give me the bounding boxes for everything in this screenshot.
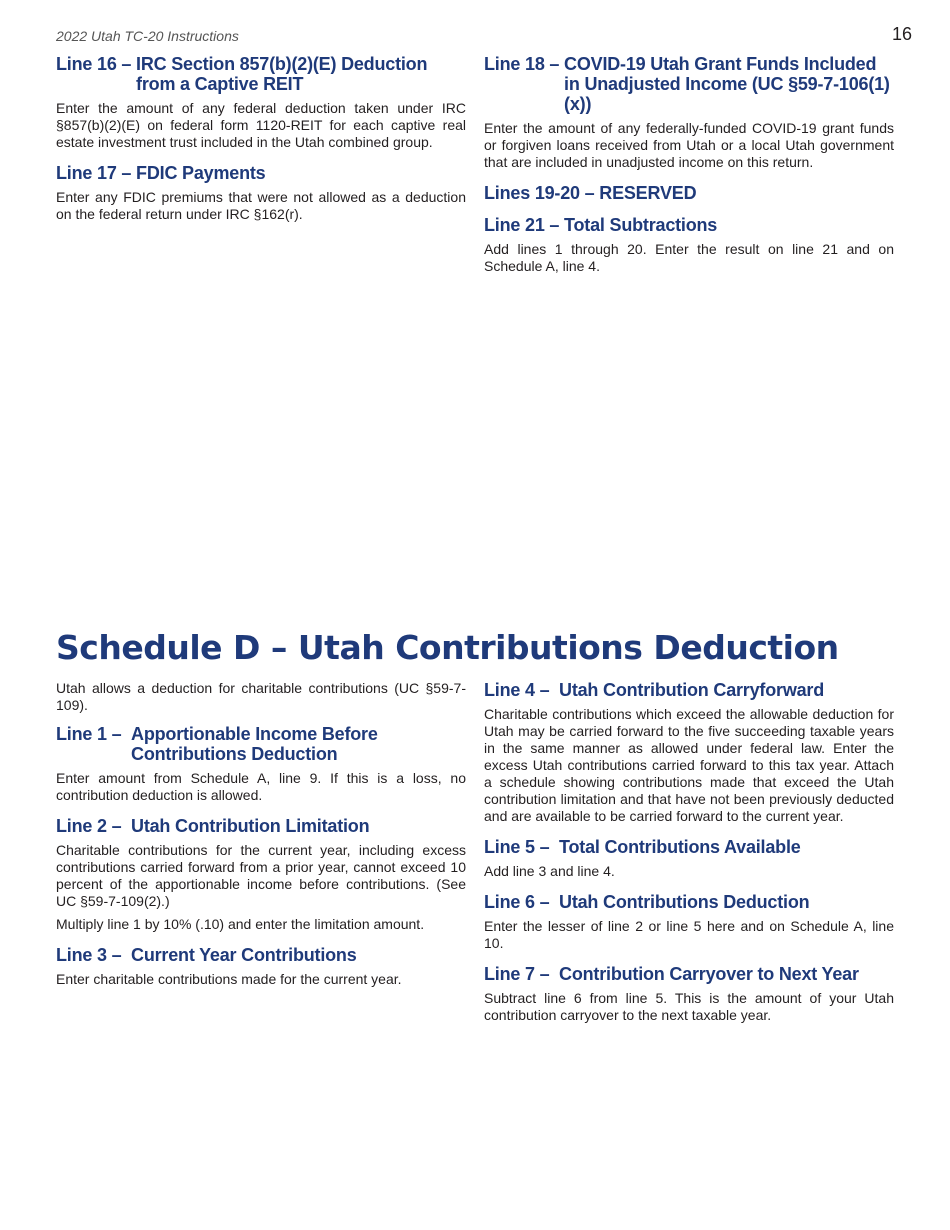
line-title: Utah Contribution Limitation <box>131 816 370 836</box>
instruction-text: Enter the amount of any federal deduction taken under IRC §857(b)(2)(E) on federal form 1120-REIT for each captive real estate investment trust included in the Utah combined group. <box>56 100 466 150</box>
section-heading <box>484 183 894 203</box>
section-heading <box>484 54 894 114</box>
line-label: Line 17 – <box>56 163 137 183</box>
instruction-text: Enter charitable contributions made for the current year. <box>56 971 402 987</box>
instruction-section <box>56 54 466 151</box>
instruction-section <box>56 816 466 933</box>
line-label: Line 21 – <box>484 215 565 235</box>
line-label: Line 3 – <box>56 945 132 965</box>
line-label: Line 1 – <box>56 724 132 744</box>
bottom-left-column <box>56 680 466 1000</box>
instruction-text: Enter any FDIC premiums that were not allowed as a deduction on the federal return under IRC §162(r). <box>56 189 466 222</box>
schedule-d-title: Schedule D – Utah Contributions Deduction <box>56 628 839 667</box>
section-heading <box>56 816 466 836</box>
top-right-column <box>484 54 894 287</box>
line-title: COVID-19 Utah Grant Funds Included in Unadjusted Income (UC §59-7-106(1)(x)) <box>564 54 890 114</box>
line-label: Line 4 – <box>484 680 560 700</box>
line-title: Total Contributions Available <box>559 837 801 857</box>
section-heading <box>484 837 894 857</box>
instruction-text: Enter amount from Schedule A, line 9. If this is a loss, no contribution deduction is allowed. <box>56 770 466 803</box>
line-label: Lines 19-20 – <box>484 183 600 203</box>
section-heading <box>56 724 466 764</box>
instruction-text: Add lines 1 through 20. Enter the result on line 21 and on Schedule A, line 4. <box>484 241 894 274</box>
instruction-text: Charitable contributions for the current year, including excess contributions carried forward from a prior year, cannot exceed 10 percent of the apportionable income before contributions. (See UC §59-7-109(2).) <box>56 842 466 909</box>
section-heading <box>56 163 466 183</box>
instruction-text: Add line 3 and line 4. <box>484 863 615 879</box>
line-title: Apportionable Income Before Contributions Deduction <box>131 724 378 764</box>
instruction-section <box>56 724 466 804</box>
top-left-column <box>56 54 466 235</box>
instruction-text: Multiply line 1 by 10% (.10) and enter the limitation amount. <box>56 916 425 932</box>
instruction-text: Enter the amount of any federally-funded COVID-19 grant funds or forgiven loans received from Utah or a local Utah government that are included in unadjusted income on this return. <box>484 120 894 170</box>
schedule-intro: Utah allows a deduction for charitable contributions (UC §59-7-109). <box>56 680 466 713</box>
line-label: Line 5 – <box>484 837 560 857</box>
section-heading <box>484 680 894 700</box>
instruction-section <box>484 680 894 825</box>
bottom-right-column <box>484 680 894 1036</box>
line-title: Utah Contributions Deduction <box>559 892 810 912</box>
instruction-text: Subtract line 6 from line 5. This is the amount of your Utah contribution carryover to the next taxable year. <box>484 990 894 1023</box>
line-label: Line 7 – <box>484 964 560 984</box>
line-title: FDIC Payments <box>136 163 266 183</box>
bottom-left-sections <box>56 724 466 988</box>
line-title: IRC Section 857(b)(2)(E) Deduction from a Captive REIT <box>136 54 428 94</box>
section-heading <box>484 215 894 235</box>
section-heading <box>484 964 894 984</box>
document-title: 2022 Utah TC-20 Instructions <box>56 28 239 44</box>
page-number: 16 <box>891 24 912 44</box>
instruction-section <box>484 837 894 880</box>
section-heading <box>56 54 466 94</box>
instruction-section <box>56 163 466 223</box>
line-title: RESERVED <box>599 183 697 203</box>
instruction-section <box>484 964 894 1024</box>
line-label: Line 18 – <box>484 54 565 74</box>
line-title: Current Year Contributions <box>131 945 357 965</box>
instruction-section <box>484 183 894 203</box>
instruction-section <box>484 215 894 275</box>
instruction-section <box>484 892 894 952</box>
section-heading <box>484 892 894 912</box>
line-title: Utah Contribution Carryforward <box>559 680 825 700</box>
line-label: Line 2 – <box>56 816 132 836</box>
line-label: Line 16 – <box>56 54 137 74</box>
line-label: Line 6 – <box>484 892 560 912</box>
instruction-text: Charitable contributions which exceed the allowable deduction for Utah may be carried forward to the five succeeding taxable years in the same manner as allowed under federal law. Enter the excess Utah contributions carried forward to this tax year. Attach a schedule showing contributions made that exceed the Utah contribution limitation and that have not been previously deducted and are available to be carried forward to the current year. <box>484 706 894 824</box>
line-title: Contribution Carryover to Next Year <box>559 964 859 984</box>
line-title: Total Subtractions <box>564 215 718 235</box>
instruction-section <box>56 945 466 988</box>
instruction-text: Enter the lesser of line 2 or line 5 here and on Schedule A, line 10. <box>484 918 894 951</box>
instruction-section <box>484 54 894 171</box>
section-heading <box>56 945 466 965</box>
